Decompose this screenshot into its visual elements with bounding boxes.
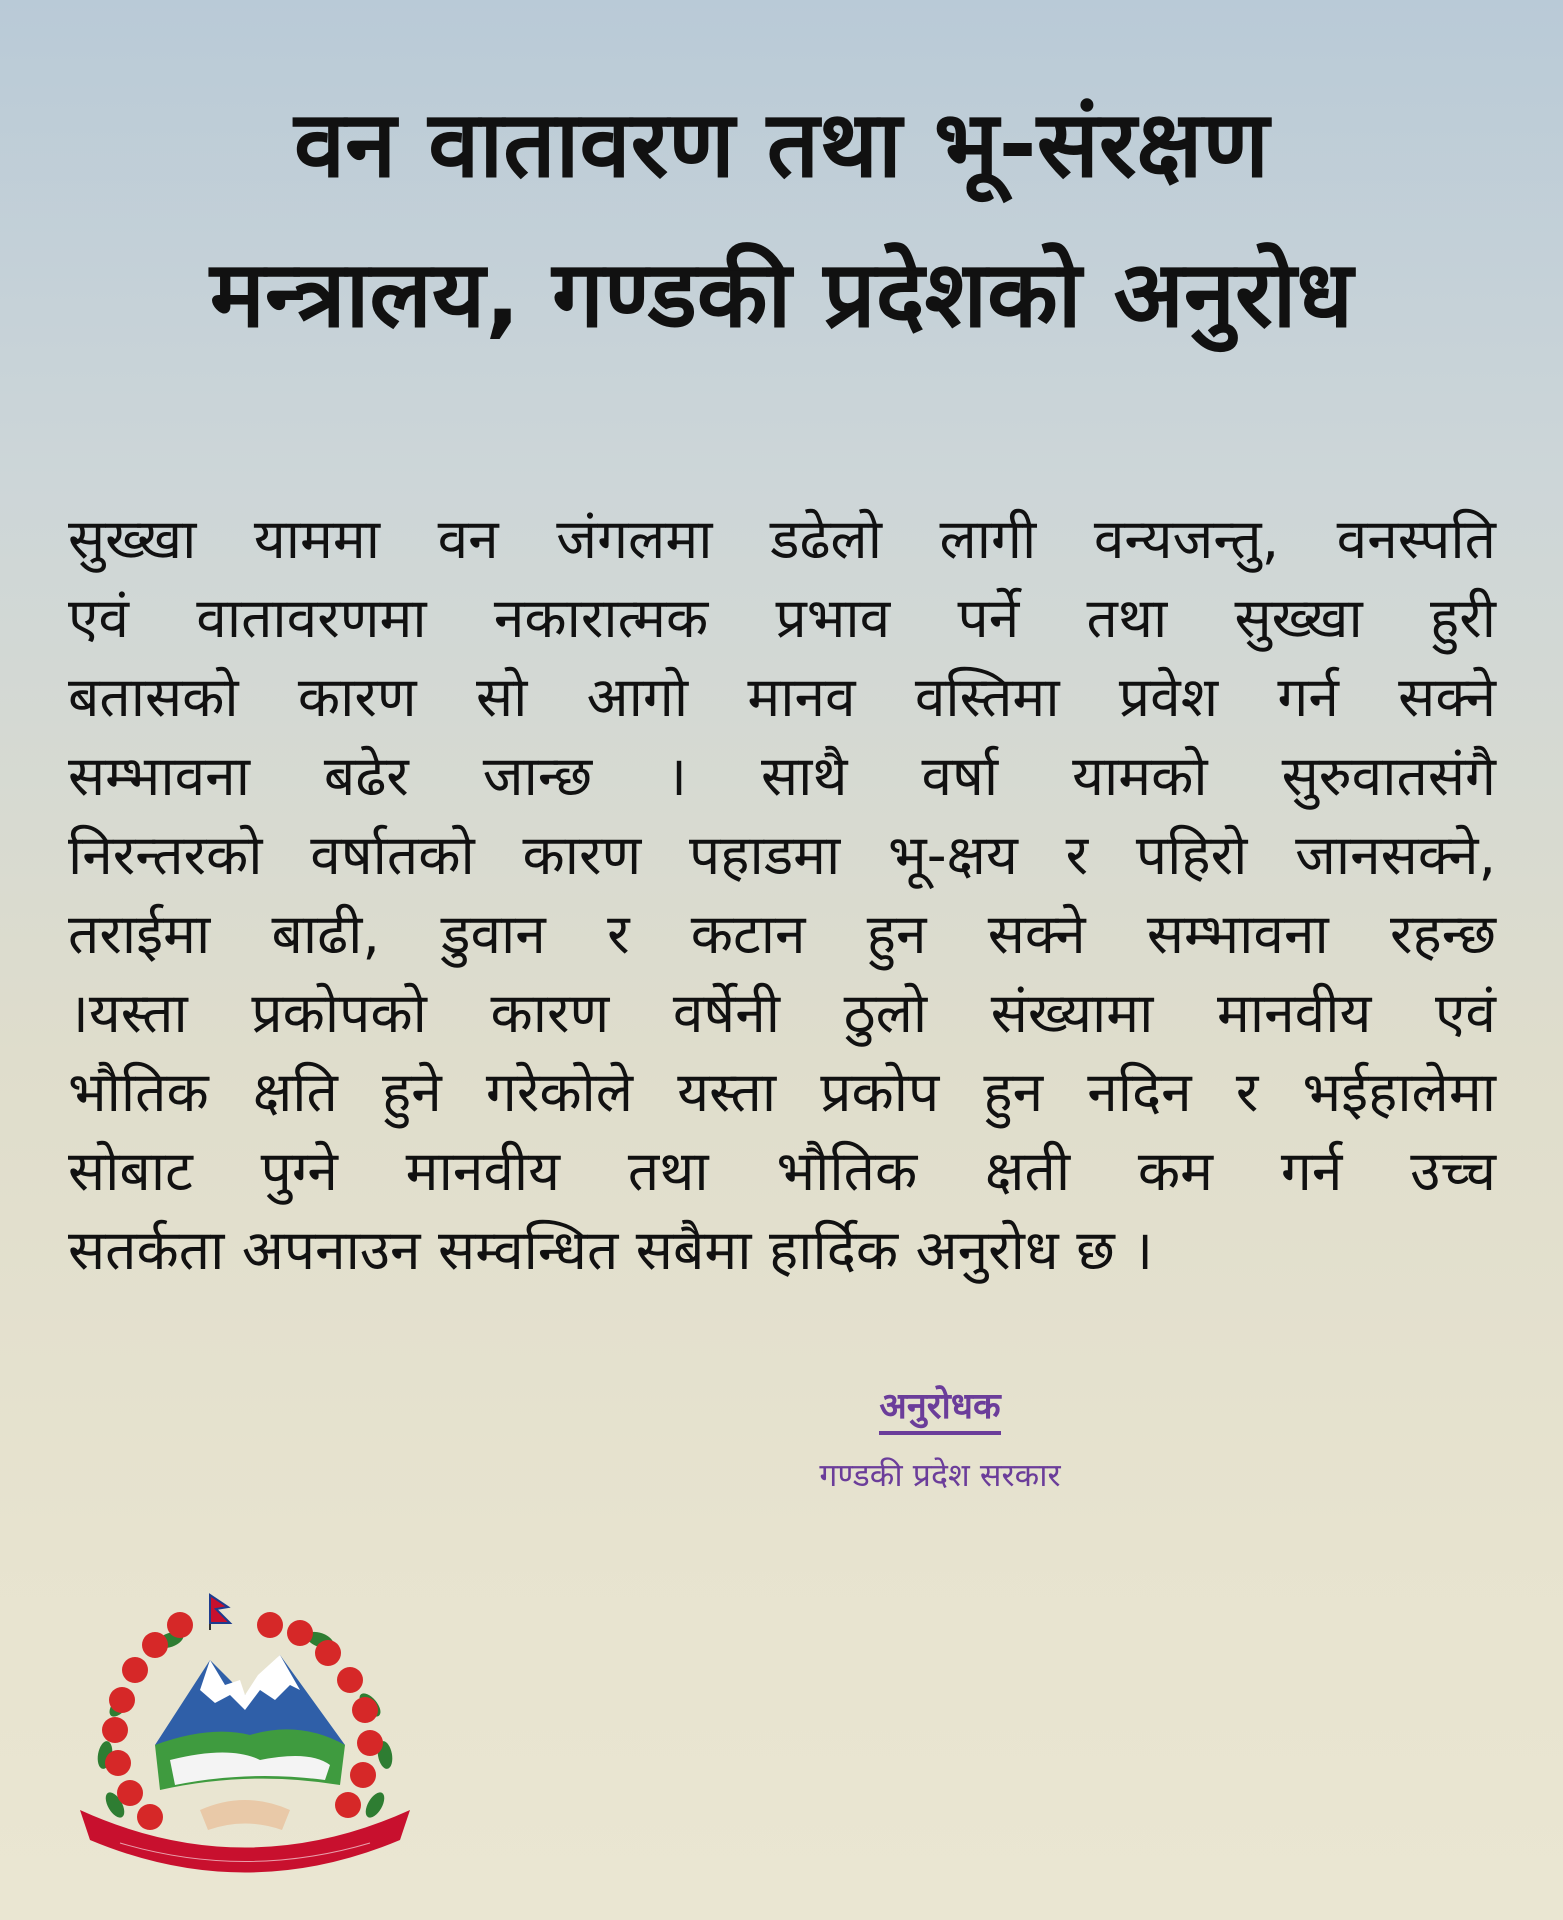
- body-line: सतर्कता अपनाउन सम्वन्धित सबैमा हार्दिक अनुरोध छ ।: [68, 1218, 1154, 1282]
- signature-label: अनुरोधक: [879, 1380, 1000, 1435]
- body-line: तराईमा बाढी, डुवान र कटान हुन सक्ने सम्भावना रहन्छ: [68, 902, 1496, 966]
- page-title: [0, 70, 1563, 370]
- body-line: निरन्तरको वर्षातको कारण पहाडमा भू-क्षय र पहिरो जानसक्ने,: [68, 823, 1496, 887]
- nepal-emblem-logo: [60, 1585, 430, 1885]
- body-line: सम्भावना बढेर जान्छ । साथै वर्षा यामको सुरुवातसंगै: [68, 744, 1496, 808]
- body-line: सुख्खा याममा वन जंगलमा डढेलो लागी वन्यजन्तु, वनस्पति: [68, 507, 1496, 571]
- body-line: सोबाट पुग्ने मानवीय तथा भौतिक क्षती कम गर्न उच्च: [68, 1139, 1496, 1203]
- title-line-1: वन वातावरण तथा भू-संरक्षण: [293, 91, 1270, 198]
- emblem-graphic: [60, 1585, 430, 1885]
- body-line: भौतिक क्षति हुने गरेकोले यस्ता प्रकोप हुन नदिन र भईहालेमा: [68, 1060, 1496, 1124]
- title-line-2: मन्त्रालय, गण्डकी प्रदेशको अनुरोध: [209, 241, 1354, 348]
- body-line: बतासको कारण सो आगो मानव वस्तिमा प्रवेश गर्न सक्ने: [68, 665, 1496, 729]
- notice-body: [68, 500, 1496, 1290]
- signature-organization: गण्डकी प्रदेश सरकार: [819, 1456, 1061, 1494]
- body-line: एवं वातावरणमा नकारात्मक प्रभाव पर्ने तथा सुख्खा हुरी: [68, 586, 1496, 650]
- body-line: ।यस्ता प्रकोपको कारण वर्षेनी ठुलो संख्यामा मानवीय एवं: [68, 981, 1496, 1045]
- signature-block: [760, 1380, 1120, 1496]
